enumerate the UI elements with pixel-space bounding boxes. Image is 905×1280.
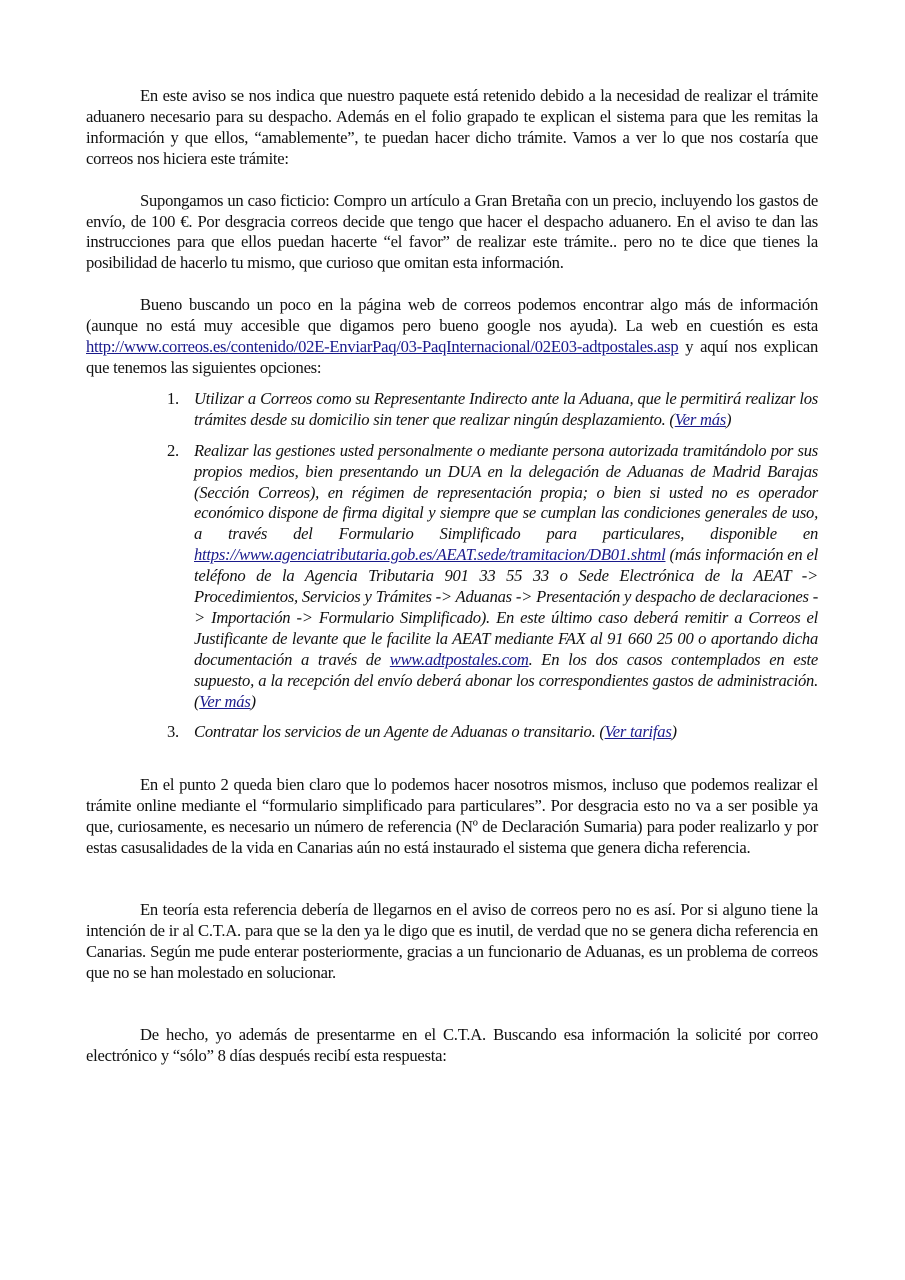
options-list — [86, 389, 818, 744]
paragraph-point-two: En el punto 2 queda bien claro que lo podemos hacer nosotros mismos, incluso que podemos realizar el trámite online mediante el “formulario simplificado para particulares”. Por desgracia esto no va a ser posible ya que, curiosamente, es necesario un número de referencia (Nº de Declaración Sumaria) para poder realizarlo y por estas casusalidades de la vida en Canarias aún no está instaurado el sistema que genera dicha referencia. — [86, 775, 818, 858]
paragraph-theory: En teoría esta referencia debería de llegarnos en el aviso de correos pero no es así. Por si alguno tiene la intención de ir al C.T.A. para que se la den ya le digo que es inutil, de verdad que no se genera dicha referencia en Canarias. Según me pude enterar posteriormente, gracias a un funcionario de Aduanas, es un problema de correos que no se han molestado en solucionar. — [86, 900, 818, 982]
agencia-tributaria-link[interactable]: https://www.agenciatributaria.gob.es/AEAT.sede/tramitacion/DB01.shtml — [194, 545, 666, 565]
document-page — [86, 86, 818, 1066]
option-text: Realizar las gestiones usted personalmente o mediante persona autorizada tramitándolo por sus propios medios, bien presentando un DUA en la delegación de Aduanas de Madrid Barajas (Sección Correos), en régimen de representación propia; o bien si usted no es operador económico dispone de firma digital y siempre que se cumplan las condiciones generales de uso, a través del Formulario Simplificado para particulares, disponible en — [194, 440, 818, 544]
option-text: Contratar los servicios de un Agente de Aduanas o transitario. ( — [194, 722, 605, 742]
text: y aquí nos explican que tenemos las siguientes opciones: — [86, 337, 818, 377]
text: ) — [250, 691, 256, 711]
list-number: 3. — [167, 722, 179, 742]
paragraph-intro: En este aviso se nos indica que nuestro paquete está retenido debido a la necesidad de realizar el trámite aduanero necesario para su despacho. Además en el folio grapado te explican el sistema para que les remitas la información y que ellos, “amablemente”, te puedan hacer dicho trámite. Vamos a ver lo que nos costaría que correos nos hiciera este trámite: — [86, 86, 818, 168]
paragraph-response: De hecho, yo además de presentarme en el C.T.A. Buscando esa información la solicité por correo electrónico y “sólo” 8 días después recibí esta respuesta: — [86, 1024, 818, 1065]
option-text: (más información en el teléfono de la Agencia Tributaria 901 33 55 33 o Sede Electrónica de la AEAT -> Procedimientos, Servicios y Trámites -> Aduanas -> Presentación y despacho de declaraciones -> Importación -> Formulario Simplificado). En este último caso deberá remitir a Correos el Justificante de levante que le facilite la AEAT mediante FAX al 91 660 25 00 o aportando dicha documentación a través de — [194, 545, 818, 669]
paragraph-example-case: Supongamos un caso ficticio: Compro un artículo a Gran Bretaña con un precio, incluyendo los gastos de envío, de 100 €. Por desgracia correos decide que tengo que hacer el despacho aduanero. En el aviso te dan las instrucciones para que ellos puedan hacerte “el favor” de realizar este trámite.. pero no te dice que tienes la posibilidad de hacerlo tu mismo, que curioso que omitan esta información. — [86, 190, 818, 273]
option-item-1 — [86, 389, 818, 431]
list-number: 2. — [167, 440, 179, 460]
text: ) — [671, 722, 677, 742]
paragraph-correos-web — [86, 295, 818, 379]
adtpostales-link[interactable]: www.adtpostales.com — [389, 649, 529, 669]
option-item-2 — [86, 441, 818, 713]
list-number: 1. — [167, 388, 179, 408]
option-text: Utilizar a Correos como su Representante Indirecto ante la Aduana, que le permitirá realizar los trámites desde su domicilio sin tener que realizar ningún desplazamiento. ( — [194, 388, 818, 429]
correos-adtpostales-link[interactable]: http://www.correos.es/contenido/02E-EnviarPaq/03-PaqInternacional/02E03-adtpostales.asp — [86, 337, 679, 357]
text: ) — [725, 409, 732, 429]
ver-tarifas-link[interactable]: Ver tarifas — [604, 722, 672, 742]
text: Bueno buscando un poco en la página web de correos podemos encontrar algo más de información (aunque no está muy accesible que digamos pero bueno google nos ayuda). La web en cuestión es esta — [86, 295, 818, 336]
options-list-wrapper — [86, 389, 818, 744]
ver-mas-link[interactable]: Ver más — [199, 691, 251, 711]
option-item-3 — [86, 722, 818, 743]
ver-mas-link[interactable]: Ver más — [674, 409, 726, 429]
option-text: . En los dos casos contemplados en este supuesto, a la recepción del envío deberá abonar los correspondientes gastos de administración. ( — [194, 649, 819, 711]
